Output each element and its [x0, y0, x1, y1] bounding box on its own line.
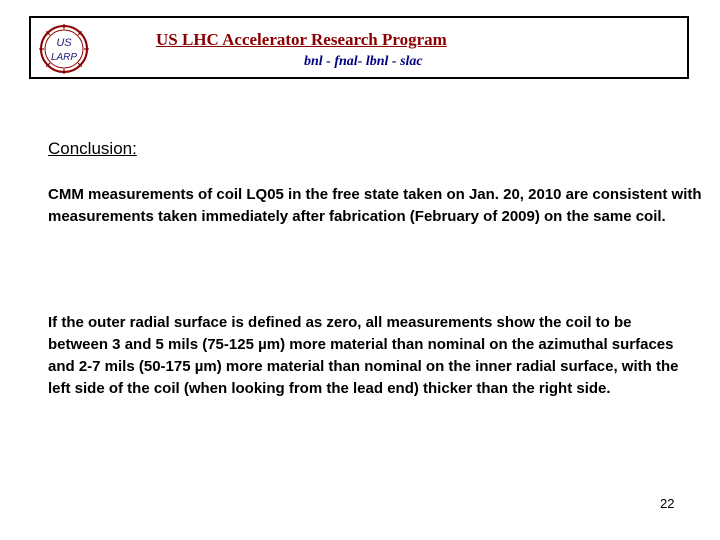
logo-top-text: US	[56, 37, 72, 49]
lab-list: bnl - fnal- lbnl - slac	[304, 54, 423, 69]
conclusion-paragraph-1: CMM measurements of coil LQ05 in the free state taken on Jan. 20, 2010 are consistent with measurements taken immediately after fabrication (February of 2009) on the same coil.	[48, 186, 702, 225]
header-banner	[29, 16, 689, 79]
program-title: US LHC Accelerator Research Program	[156, 30, 447, 49]
us-larp-logo	[38, 23, 90, 75]
conclusion-heading: Conclusion:	[48, 139, 137, 158]
conclusion-paragraph-2: If the outer radial surface is defined as zero, all measurements show the coil to be between 3 and 5 mils (75-125 µm) more material than nominal on the azimuthal surfaces and 2-7 mils (50-175 µm) more material than nominal on the inner radial surface, with the left side of the coil (when looking from the lead end) thicker than the right side.	[48, 314, 679, 397]
logo-bottom-text: LARP	[50, 52, 78, 63]
slide-number: 22	[660, 496, 675, 511]
